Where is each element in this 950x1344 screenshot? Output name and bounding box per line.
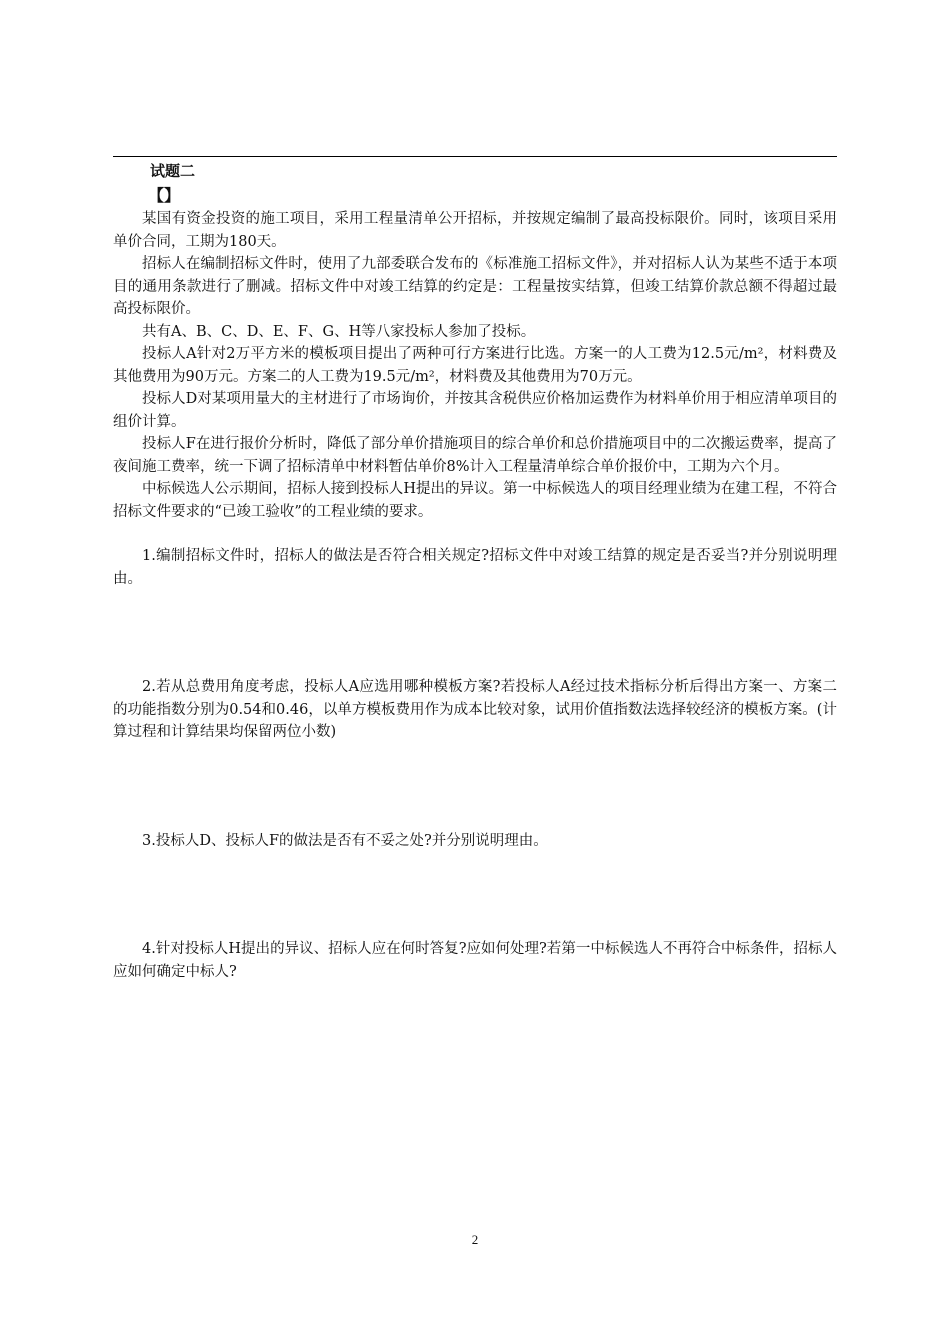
question-2: 2.若从总费用角度考虑，投标人A应选用哪种模板方案?若投标人A经过技术指标分析后得出方案一、方案二的功能指数分别为0.54和0.46，以单方模板费用作为成本比较对象，试用价值指数法选择较经济的模板方案。(计算过程和计算结果均保留两位小数): [113, 679, 837, 740]
paragraph-bidder-a: 投标人A针对2万平方米的模板项目提出了两种可行方案进行比选。方案一的人工费为12.5元/m²，材料费及其他费用为90万元。方案二的人工费为19.5元/m²，材料费及其他费用为70万元。: [113, 346, 837, 385]
document-body: [113, 158, 837, 983]
section-bracket: 【】: [148, 186, 181, 205]
paragraph-bidder-f: 投标人F在进行报价分析时，降低了部分单价措施项目的综合单价和总价措施项目中的二次搬运费率，提高了夜间施工费率，统一下调了招标清单中材料暂估单价8%计入工程量清单综合单价报价中，工期为六个月。: [113, 436, 837, 475]
header-rule: [113, 156, 837, 157]
page-number: 2: [471, 1232, 479, 1247]
paragraph-bidder-d: 投标人D对某项用量大的主材进行了市场询价，并按其含税供应价格加运费作为材料单价用于相应清单项目的组价计算。: [113, 391, 837, 430]
question-3: 3.投标人D、投标人F的做法是否有不妥之处?并分别说明理由。: [142, 832, 548, 849]
question-title: 试题二: [150, 162, 196, 180]
paragraph-tender-documents: 招标人在编制招标文件时，使用了九部委联合发布的《标准施工招标文件》，并对招标人认为某些不适于本项目的通用条款进行了删减。招标文件中对竣工结算的约定是：工程量按实结算，但竣工结算价款总额不得超过最高投标限价。: [113, 256, 837, 317]
question-1: 1.编制招标文件时，招标人的做法是否符合相关规定?招标文件中对竣工结算的规定是否妥当?并分别说明理由。: [113, 548, 837, 587]
paragraph-objection: 中标候选人公示期间，招标人接到投标人H提出的异议。第一中标候选人的项目经理业绩为在建工程，不符合招标文件要求的“已竣工验收”的工程业绩的要求。: [113, 481, 837, 520]
paragraph-bidders: 共有A、B、C、D、E、F、G、H等八家投标人参加了投标。: [142, 323, 536, 340]
paragraph-project-intro: 某国有资金投资的施工项目，采用工程量清单公开招标，并按规定编制了最高投标限价。同时，该项目采用单价合同，工期为180天。: [113, 211, 837, 250]
question-4: 4.针对投标人H提出的异议、招标人应在何时答复?应如何处理?若第一中标候选人不再符合中标条件，招标人应如何确定中标人?: [113, 941, 837, 980]
